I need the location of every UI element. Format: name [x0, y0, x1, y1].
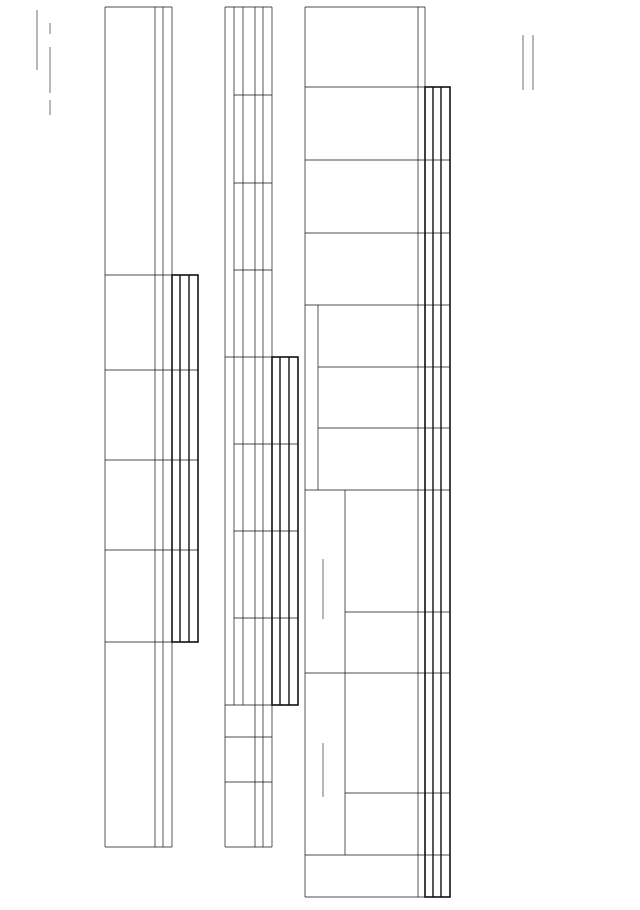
form-header: [37, 10, 50, 115]
page-footer: [523, 35, 533, 90]
table-2-1-top: [225, 7, 298, 847]
section-1-4: [105, 7, 198, 847]
form-body: [37, 7, 533, 897]
table-2-1-bottom: [305, 7, 450, 897]
table-1-4: [105, 7, 198, 847]
